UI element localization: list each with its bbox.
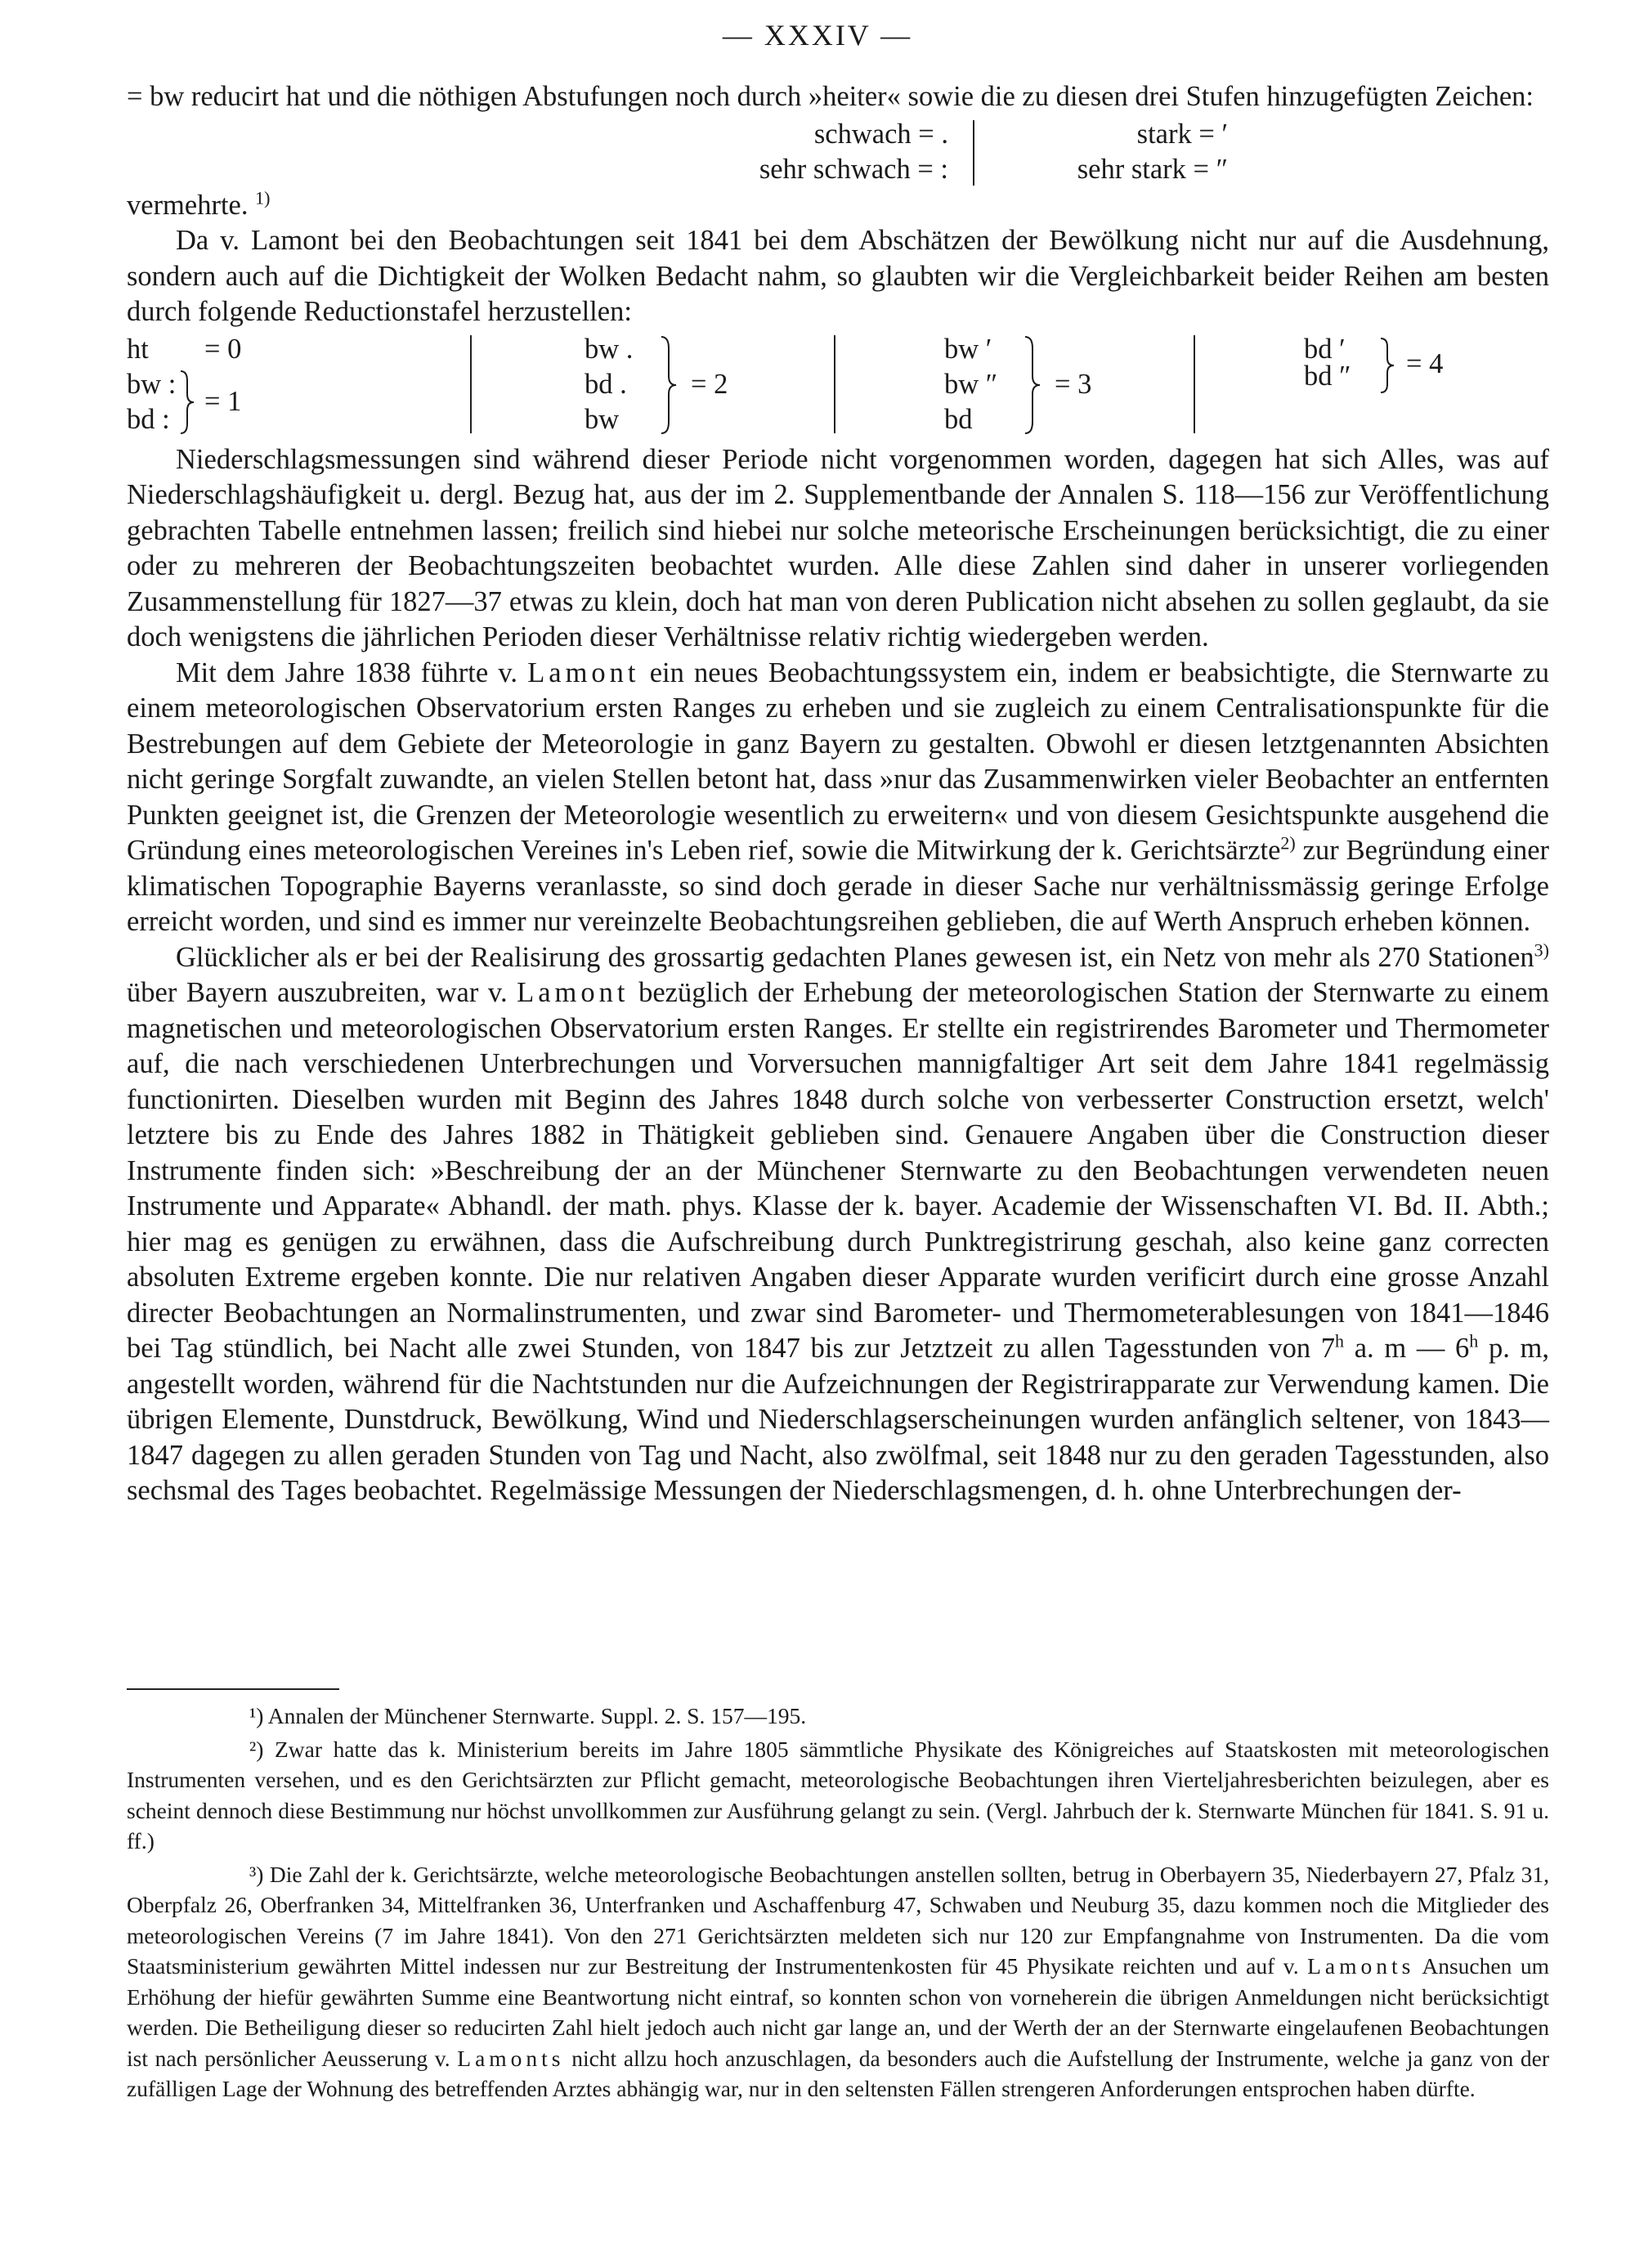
reduction-divider-2 [834,335,835,433]
pg-text-c: bezüglich der Erhebung der meteorologischen Station der Sternwarte zu einem magnetischen und meteorologischen Observatorium ersten Ranges. Er stellte ein registrirendes Barometer und Thermometer auf, die nach verschiedenen Unterbrechungen und Vorversuchen mannigfaltiger Art seit dem Jahre 1841 regelmässig functionirten. Dieselben wurden mit Beginn des Jahres 1848 durch solche von verbesserter Construction ersetzt, welch' letztere bis zu Ende des Jahres 1882 in Thätigkeit geblieben sind. Genauere Angaben über die Construction dieser Instrumente finden sich: »Beschreibung der an der Münchener Sternwarte zu den Beobachtungen verwendeten neuen Instrumente und Apparate« Abhandl. der math. phys. Klasse der k. bayer. Academie der Wissenschaften VI. Bd. II. Abth.; hier mag es genügen zu erwähnen, dass die Aufschreibung durch Punktregistrirung geschah, also keine ganz correcten absoluten Extreme ergeben konnte. Die nur relativen Angaben dieser Apparate wurden verificirt durch eine grosse Anzahl directer Beobachtungen an Normalinstrumenten, und zwar sind Barometer- und Thermometerablesungen von 1841—1846 bei Tag stündlich, bei Nacht alle zwei Stunden, von 1847 bis zur Jetztzeit zu allen Tagesstunden von 7 [127,977,1550,1364]
footnote-ref-1: 1) [255,187,271,208]
footnote-ref-2: 2) [1280,832,1296,854]
p1838-text-c: zur Begründung einer klimatischen Topographie Bayerns veranlasste, so sind doch gerade in dieser Sache nur verhältnissmässig geringe Erfolge erreicht worden, und sind es immer nur vereinzelte Beobachtungsreihen geblieben, die auf Werth Anspruch erheben können. [127,835,1549,937]
lamont-name: Lamont [527,657,640,688]
reduction-c1-value: = 1 [204,385,242,417]
fn3-lamont-name-2: Lamonts [457,2045,565,2071]
intensity-legend [127,117,1549,188]
fn3-text-a: ³) Die Zahl der k. Gerichtsärzte, welche meteorologische Beobachtungen anstellen sollten, betrug in Oberbayern 35, Niederbayern 27, Pfalz 31, Oberpfalz 26, Oberfranken 34, Mittelfranken 36, Unterfranken und Aschaffenburg 47, Schwaben und Neuburg 35, dazu kommen noch die Mitglieder des meteorologischen Vereins (7 im Jahre 1841). Von den 271 Gerichtsärzten meldeten sich nur 120 zur Empfangnahme von Instrumenten. Da die vom Staatsministerium gewährten Mittel indessen nur zur Bestreitung der Instrumentenkosten für 45 Physikate reichten und auf v. [127,1861,1549,1979]
reduction-c3-r1: bw ′ [944,333,992,365]
paragraph-gluecklicher [127,940,1549,1509]
reduction-c4-r2: bd ″ [1304,360,1351,392]
fn3-text-b: Ansuchen um Erhöhung der hiefür gewährten Summe eine Beantwortung nicht eintraf, so konnten schon von vorneherein die übrigen Anmeldungen nicht berücksichtigt werden. Die Betheiligung dieser so reducirten Zahl hielt jedoch auch nicht gar lange an, und der Werth der an der Sternwarte eingelaufenen Beobachtungen ist nach persönlicher Aeusserung v. [127,1953,1549,2071]
legend-stark: stark = ′ [1136,118,1228,150]
hour-sup-2: h [1469,1330,1479,1351]
reduction-c3-r3: bd [944,403,973,435]
p1838-text-b: ein neues Beobachtungssystem ein, indem er beabsichtigte, die Sternwarte zu einem meteorologischen Observatorium ersten Ranges zu erheben und sie zugleich zu einem Centralisationspunkte für die Bestrebungen auf dem Gebiete der Meteorologie in ganz Bayern zu gestalten. Obwohl er diesen letztgenannten Absichten nicht geringe Sorgfalt zuwandte, an vielen Stellen betont hat, dass »nur das Zusammenwirken vieler Beobachter an entfernten Punkten geeignet ist, die Grenzen der Meteorologie wesentlich zu erweitern« und von diesem Gesichtspunkte ausgehend die Gründung eines meteorologischen Vereines in's Leben rief, sowie die Mitwirkung der k. Gerichtsärzte [127,657,1550,866]
intro-line: = bw reducirt hat und die nöthigen Abstufungen noch durch »heiter« sowie die zu diesen drei Stufen hinzugefügten Zeichen: [127,81,1534,112]
reduction-c4-value: = 4 [1406,347,1444,379]
footnote-3 [127,1859,1549,2104]
footnote-2: ²) Zwar hatte das k. Ministerium bereits im Jahre 1805 sämmtliche Physikate des Königreiches auf Staatskosten mit meteorologischen Instrumenten versehen, und es den Gerichtsärzten zur Pflicht gemacht, meteorologische Beobachtungen ihren Vierteljahresberichten beizulegen, aber es scheint dennoch diese Bestimmung nur höchst unvollkommen zur Ausführung gelangt zu sein. (Vergl. Jahrbuch der k. Sternwarte München für 1841. S. 91 u. ff.) [127,1736,1549,1853]
reduction-c2-r1: bw . [585,333,634,365]
reduction-divider-3 [1194,335,1195,433]
p1838-text-a: Mit dem Jahre 1838 führte v. [176,657,517,688]
vermehrte-line [127,188,1549,224]
reduction-c1-r1-value: = 0 [204,333,242,365]
page-number: — XXXIV — [722,19,913,52]
brace-c1 [177,370,195,435]
reduction-c3-value: = 3 [1055,368,1092,400]
pg-text-e: p. m, angestellt worden, während für die Nachtstunden nur die Aufzeichnungen der Registrirapparate zur Verwendung kamen. Die übrigen Elemente, Dunstdruck, Bewölkung, Wind und Niederschlagserscheinungen wurden anfänglich seltener, von 1843—1847 dagegen zu allen geraden Stunden von Tag und Nacht, also zwölfmal, seit 1848 nur zu den geraden Tagesstunden, also sechsmal des Tages beobachtet. Regelmässige Messungen der Niederschlagsmengen, d. h. ohne Unterbrechungen der- [127,1333,1549,1506]
reduction-c2-r2: bd . [585,368,627,400]
pg-text-a: Glücklicher als er bei der Realisirung des grossartig gedachten Planes gewesen ist, ein Netz von mehr als 270 Stationen [176,941,1534,973]
reduction-c2-r3: bw [585,403,620,435]
pg-text-d: a. m — 6 [1354,1333,1470,1364]
fn3-lamont-name: Lamonts [1307,1953,1415,1979]
footnote-rule [127,1688,339,1690]
fn3-text-c: nicht allzu hoch anzuschlagen, da besonders auch die Aufstellung der Instrumente, welche ja ganz von der zufälligen Lage der Wohnung des betreffenden Arztes abhängig war, nur in den seltensten Fällen strengeren Anforderungen entsprochen haben dürfte. [127,2045,1550,2101]
main-text [127,79,1549,1509]
brace-c2 [658,335,678,435]
legend-schwach: schwach = . [813,118,948,150]
reduction-divider-1 [470,335,472,433]
reduction-c3-r2: bw ″ [944,368,998,400]
reduction-c1-r2: bw : [127,368,177,400]
lamont-name-2: Lamont [517,977,629,1008]
reduction-c1-r3: bd : [127,403,170,435]
footnotes [127,1701,1549,2104]
footnote-1: ¹) Annalen der Münchener Sternwarte. Suppl. 2. S. 157—195. [249,1703,807,1728]
reduction-c4-r1: bd ′ [1304,333,1346,365]
reduction-c2-value: = 2 [691,368,728,400]
reduction-c1-r1: ht [127,333,149,365]
legend-strong-column [974,117,1252,188]
footnote-ref-3: 3) [1534,939,1549,960]
pg-text-b: über Bayern auszubreiten, war v. [127,977,508,1008]
vermehrte-text: vermehrte. [127,189,249,221]
brace-c4 [1377,337,1395,394]
paragraph-1838 [127,656,1549,940]
legend-weak-column [372,117,973,188]
reduction-table [127,332,1549,439]
paragraph-niederschlag: Niederschlagsmessungen sind während dieser Periode nicht vorgenommen worden, dagegen hat sich Alles, was auf Niederschlagshäufigkeit u. dergl. Bezug hat, aus der im 2. Supplementbande der Annalen S. 118—156 zur Veröffentlichung gebrachten Tabelle entnehmen lassen; freilich sind hiebei nur solche meteorische Erscheinungen berücksichtigt, die zu einer oder zu mehreren der Beobachtungszeiten beobachtet wurden. Alle diese Zahlen sind daher in unserer vorliegenden Zusammenstellung für 1827—37 etwas zu klein, doch hat man von deren Publication nicht absehen zu sollen geglaubt, da sie doch wenigstens die jährlichen Perioden dieser Verhältnisse relativ richtig wiedergeben werden. [127,443,1549,652]
legend-sehr-stark: sehr stark = ″ [1077,154,1228,185]
paragraph-lamont-reduction: Da v. Lamont bei den Beobachtungen seit 1841 bei dem Abschätzen der Bewölkung nicht nur auf die Ausdehnung, sondern auch auf die Dichtigkeit der Wolken Bedacht nahm, so glaubten wir die Vergleichbarkeit beider Reihen am besten durch folgende Reductionstafel herzustellen: [127,225,1549,327]
hour-sup-1: h [1335,1330,1345,1351]
brace-c3 [1022,335,1041,435]
legend-sehr-schwach: sehr schwach = : [759,154,948,185]
